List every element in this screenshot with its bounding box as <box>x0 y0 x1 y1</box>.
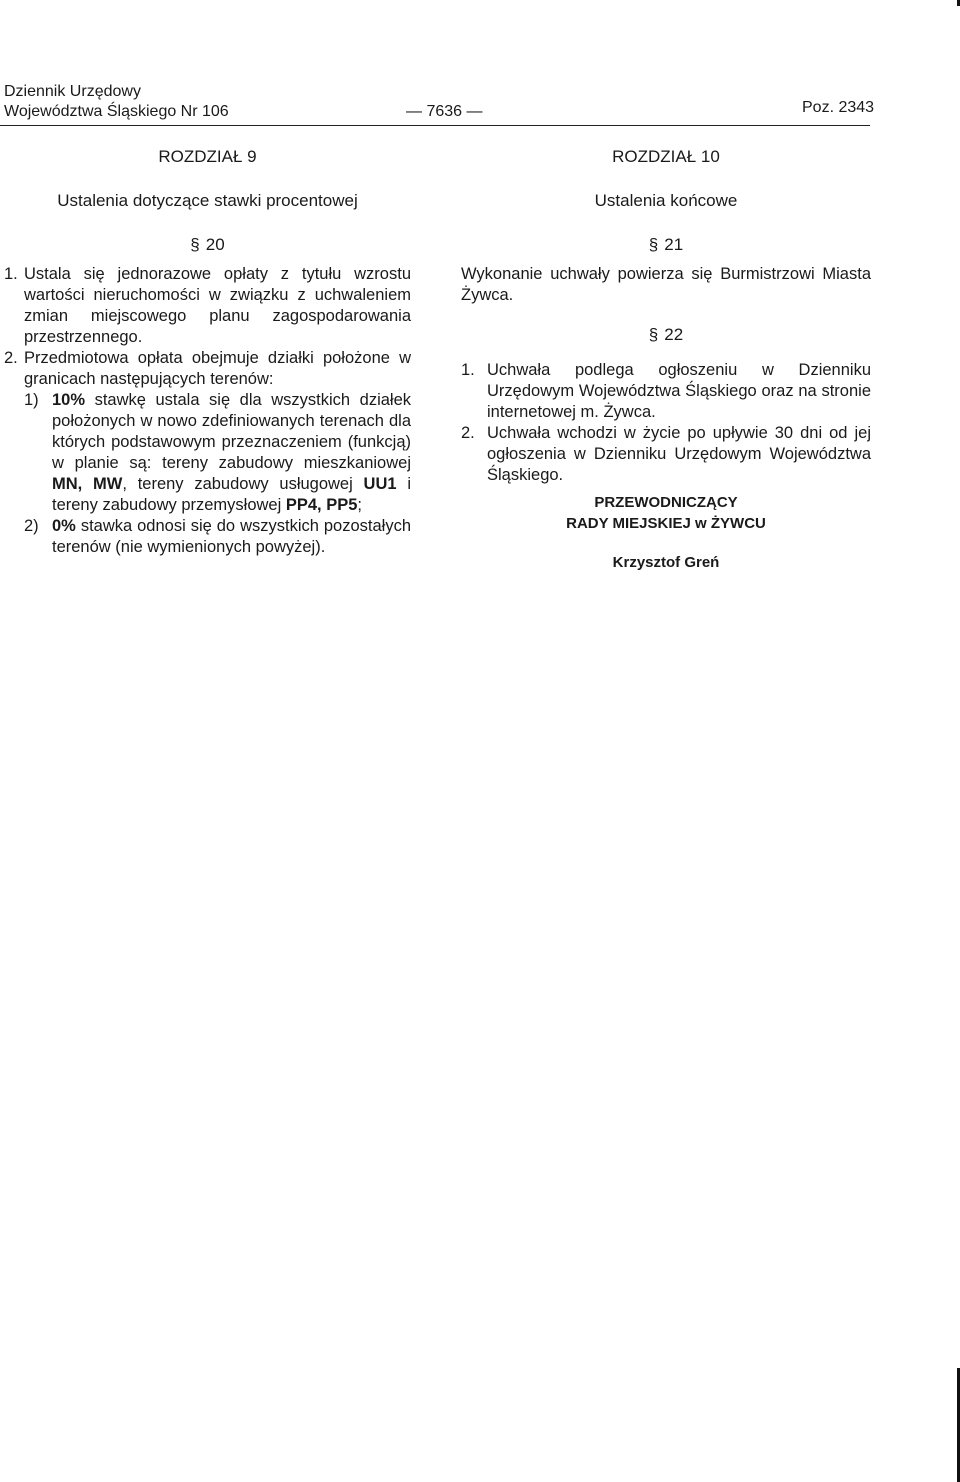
list-item <box>461 423 871 486</box>
sub-list-item <box>4 390 411 516</box>
signature-title-line1: PRZEWODNICZĄCY <box>594 494 738 511</box>
sub-list-item <box>4 516 411 558</box>
item-text: Uchwała podlega ogłoszeniu w Dzienniku Urzędowym Województwa Śląskiego oraz na stronie internetowej m. Żywca. <box>487 361 871 421</box>
sub-item-text: , tereny zabudowy usługowej <box>122 475 364 493</box>
sub-item-number: 2) <box>24 517 39 535</box>
chapter-heading: ROZDZIAŁ 10 <box>612 147 720 166</box>
list-item <box>4 348 411 390</box>
sub-item-text: ; <box>357 496 362 514</box>
journal-title-line1: Dziennik Urzędowy <box>4 83 141 100</box>
item-number: 1. <box>4 265 18 283</box>
rate-value: 10% <box>52 391 86 409</box>
rate-value: 0% <box>52 517 76 535</box>
signature-title-line2: RADY MIEJSKIEJ w ŻYWCU <box>566 515 766 532</box>
left-column <box>4 140 411 558</box>
chapter-subtitle: Ustalenia końcowe <box>594 191 738 210</box>
list-item <box>4 264 411 348</box>
zone-code: PP4, PP5 <box>285 496 358 514</box>
item-text: Przedmiotowa opłata obejmuje działki położone w granicach następujących terenów: <box>24 349 411 388</box>
journal-title-line2: Województwa Śląskiego Nr 106 <box>4 103 229 120</box>
item-text: Ustala się jednorazowe opłaty z tytułu wzrostu wartości nieruchomości w związku z uchwaleniem zmian miejscowego planu zagospodarowania przestrzennego. <box>24 265 411 346</box>
header-rule <box>0 125 870 126</box>
item-number: 1. <box>461 361 475 379</box>
signatory-name: Krzysztof Greń <box>612 554 720 571</box>
position-number: Poz. 2343 <box>802 99 875 116</box>
zone-code: UU1 <box>363 475 397 493</box>
paragraph-heading <box>4 234 411 258</box>
zone-code: MN, MW <box>52 475 123 493</box>
paragraph-heading <box>461 324 871 348</box>
item-text: Uchwała wchodzi w życie po upływie 30 dni od jej ogłoszenia w Dzienniku Urzędowym Województwa Śląskiego. <box>487 424 871 484</box>
sub-item-text: stawkę ustala się dla wszystkich działek położonych w nowo zdefiniowanych terenach dla których podstawowym przeznaczeniem (funkcją) w planie są: tereny zabudowy mieszkaniowej <box>52 391 411 472</box>
item-number: 2. <box>4 349 18 367</box>
chapter-heading: ROZDZIAŁ 9 <box>158 147 257 166</box>
sub-item-number: 1) <box>24 391 39 409</box>
sub-item-text: i tereny zabudowy przemysłowej <box>52 475 411 514</box>
paragraph-number: 22 <box>664 325 684 344</box>
page-number: — 7636 — <box>406 103 483 120</box>
paragraph-text: Wykonanie uchwały powierza się Burmistrzowi Miasta Żywca. <box>461 265 871 304</box>
sub-item-text: stawka odnosi się do wszystkich pozostałych terenów (nie wymienionych powyżej). <box>52 517 411 556</box>
paragraph-heading <box>461 234 871 258</box>
chapter-subtitle: Ustalenia dotyczące stawki procentowej <box>57 191 358 210</box>
right-column <box>461 140 871 573</box>
paragraph-number: 20 <box>205 235 225 254</box>
section-sign: § <box>190 235 200 254</box>
section-sign: § <box>648 235 659 254</box>
item-number: 2. <box>461 424 475 442</box>
list-item <box>461 360 871 423</box>
section-sign: § <box>648 325 659 344</box>
paragraph-number: 21 <box>664 235 684 254</box>
